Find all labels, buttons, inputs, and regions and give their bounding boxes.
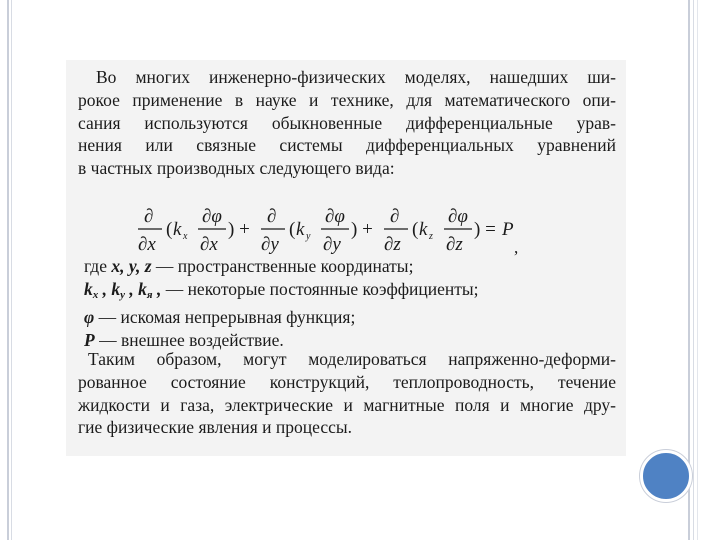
conclusion-paragraph [66,348,626,439]
subscript: x [92,288,99,301]
svg-text:∂: ∂ [267,206,277,227]
text-line: Во многих инженерно-физических моделях, нашедших ши- [96,67,616,87]
svg-text:x: x [183,231,188,242]
svg-text:y: y [306,231,311,242]
svg-text:∂: ∂ [390,206,400,227]
right-rail-line-outer [697,0,698,540]
svg-text:∂y: ∂y [323,234,341,255]
svg-text:) =: ) = [474,219,496,240]
text-line: жидкости и газа, электрические и магнитные поля и многие дру- [78,394,616,415]
text-line: нения или связные системы дифференциальных уравнений [78,135,616,156]
definition-symbol: k [138,278,147,299]
definition-text: — искомая непрерывная функция; [94,307,356,327]
definition-symbol: k [84,278,93,299]
svg-text:(: ( [166,219,173,240]
definition-text: — пространственные координаты; [151,256,414,276]
svg-text:∂φ: ∂φ [448,206,468,227]
definitions-list [84,255,616,351]
text-line: сания используются обыкновенные дифференциальные урав- [78,112,616,133]
pde-formula [136,200,596,260]
definition-row [84,255,616,278]
definition-text: — внешнее воздействие. [94,329,284,350]
formula-comma: , [514,238,519,257]
right-rail-line [688,0,690,540]
svg-text:) +: ) + [228,219,250,240]
svg-text:∂z: ∂z [446,234,463,255]
text-line: Таким образом, могут моделироваться напряженно-деформи- [88,349,616,369]
subscript: я [146,288,153,301]
scanned-text-image [66,60,626,456]
svg-text:∂φ: ∂φ [325,206,345,227]
definition-symbol: x, y, z [111,256,152,276]
text-line: в частных производных следующего вида: [78,158,395,179]
svg-text:) +: ) + [351,219,373,240]
svg-text:(: ( [289,219,296,240]
svg-text:k: k [296,219,305,240]
left-rail-line-thin [11,0,12,540]
text-line: рованное состояние конструкций, теплопроводность, течение [78,371,616,392]
svg-text:∂x: ∂x [138,234,156,255]
definition-row [84,306,616,329]
svg-text:∂: ∂ [144,206,154,227]
svg-text:(: ( [412,219,419,240]
definition-symbol: P [84,329,95,350]
definition-text: — некоторые постоянные коэффициенты; [161,278,479,299]
intro-paragraph [66,66,626,180]
subscript: y [120,288,126,301]
svg-text:z: z [429,231,433,242]
svg-text:∂z: ∂z [384,234,401,255]
right-rail-line-thin [693,0,694,540]
separator: , [152,278,162,299]
svg-text:∂φ: ∂φ [202,206,222,227]
definition-prefix: где [84,256,112,276]
svg-text:∂y: ∂y [261,234,279,255]
svg-text:k: k [419,219,428,240]
svg-text:∂x: ∂x [200,234,218,255]
svg-text:k: k [173,219,182,240]
definition-symbol: φ [84,307,95,327]
text-line: гие физические явления и процессы. [78,417,353,438]
definition-row [84,278,616,307]
separator: , [125,278,139,299]
text-line: рокое применение в науке и технике, для математического опи- [78,89,616,110]
svg-text:P: P [502,219,514,240]
separator: , [98,278,112,299]
decorative-circle [640,450,692,502]
left-rail-line [7,0,9,540]
definition-symbol: k [111,278,121,299]
